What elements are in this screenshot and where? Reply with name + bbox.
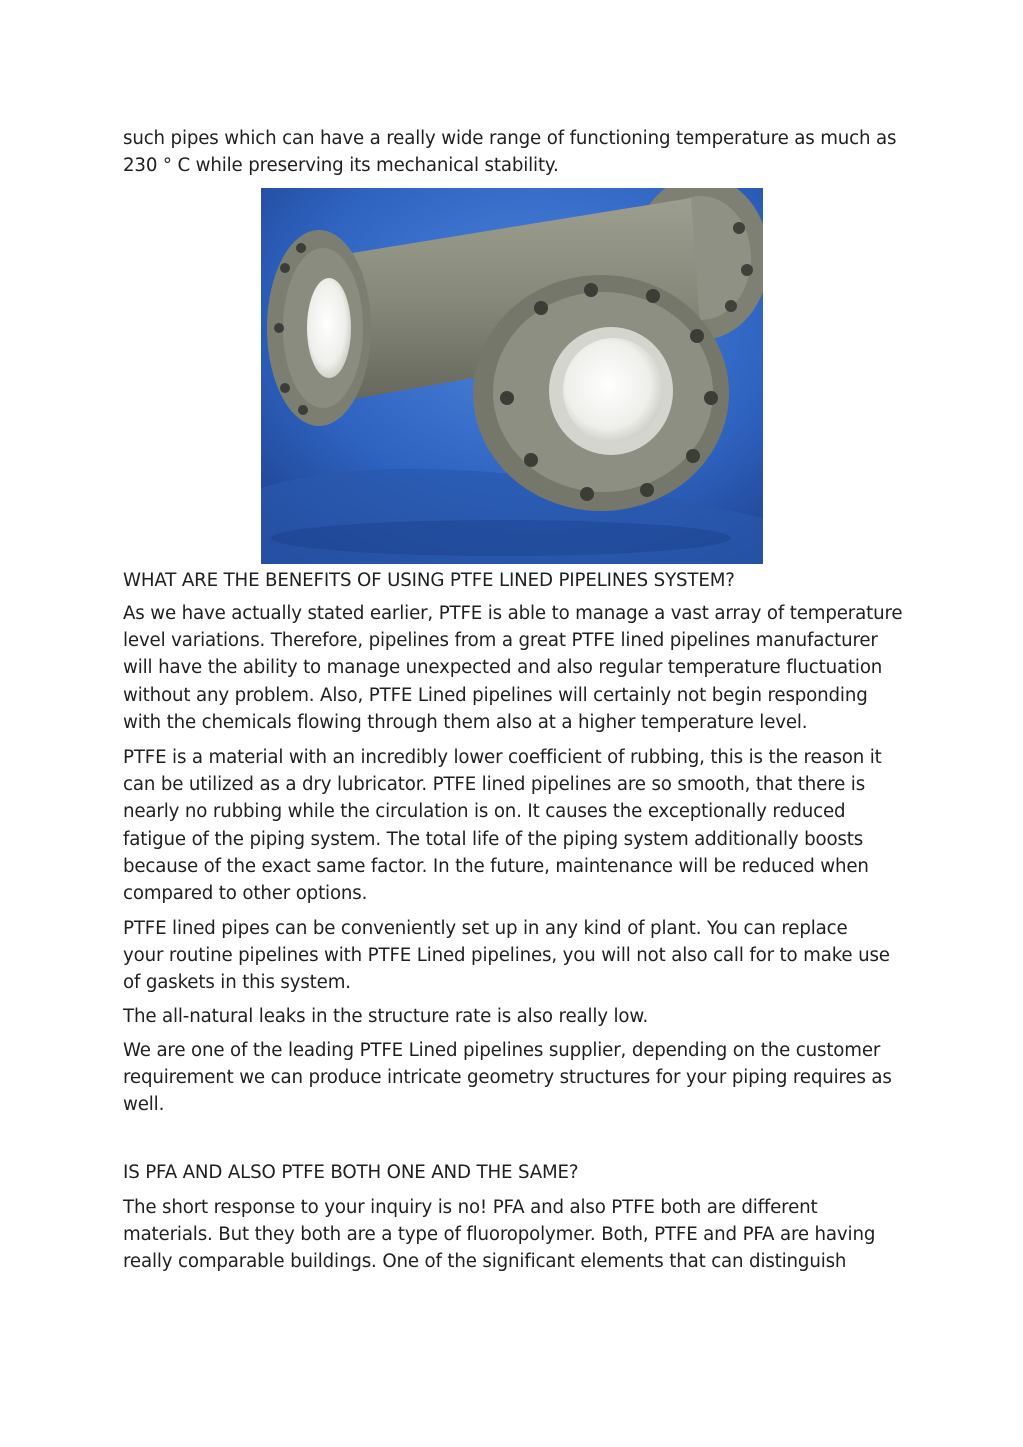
text-line: materials. But they both are a type of fluoropolymer. Both, PTFE and PFA are having (123, 1224, 876, 1246)
section-heading: WHAT ARE THE BENEFITS OF USING PTFE LINED PIPELINES SYSTEM? (123, 570, 735, 591)
text-line: 230 ° C while preserving its mechanical stability. (123, 155, 559, 177)
text-line: will have the ability to manage unexpected and also regular temperature fluctuation (123, 657, 883, 679)
benefits-paragraph-2 (123, 744, 908, 907)
text-line: level variations. Therefore, pipelines from a great PTFE lined pipelines manufacturer (123, 630, 878, 652)
text-line: your routine pipelines with PTFE Lined pipelines, you will not also call for to make use (123, 945, 890, 967)
text-line: PTFE is a material with an incredibly lower coefficient of rubbing, this is the reason it (123, 747, 882, 768)
text-line: because of the exact same factor. In the future, maintenance will be reduced when (123, 855, 869, 877)
section-benefits-heading (123, 567, 908, 594)
benefits-paragraph-4 (123, 1003, 908, 1030)
text-line: We are one of the leading PTFE Lined pipelines supplier, depending on the customer (123, 1040, 881, 1061)
text-line: can be utilized as a dry lubricator. PTFE lined pipelines are so smooth, that there is (123, 774, 866, 796)
text-line: well. (123, 1094, 165, 1116)
text-line: compared to other options. (123, 882, 368, 904)
ptfe-lined-tee-pipe-photo (261, 188, 763, 564)
section-pfa-heading (123, 1159, 908, 1186)
text-line: PTFE lined pipes can be conveniently set up in any kind of plant. You can replace (123, 918, 848, 939)
text-line: without any problem. Also, PTFE Lined pipelines will certainly not begin responding (123, 684, 868, 706)
text-line: fatigue of the piping system. The total life of the piping system additionally boosts (123, 828, 864, 850)
text-line: such pipes which can have a really wide range of functioning temperature as much as (123, 128, 897, 149)
text-line: The short response to your inquiry is no! PFA and also PTFE both are different (123, 1197, 818, 1218)
text-line: As we have actually stated earlier, PTFE is able to manage a vast array of temperature (123, 603, 903, 624)
text-line: really comparable buildings. One of the significant elements that can distinguish (123, 1251, 847, 1273)
text-line: The all-natural leaks in the structure rate is also really low. (123, 1006, 649, 1027)
text-line: of gaskets in this system. (123, 972, 351, 994)
text-line: nearly no rubbing while the circulation is on. It causes the exceptionally reduced (123, 801, 846, 823)
pfa-paragraph-1 (123, 1194, 908, 1276)
text-line: requirement we can produce intricate geometry structures for your piping requires as (123, 1067, 892, 1089)
intro-paragraph (123, 125, 908, 179)
section-heading: IS PFA AND ALSO PTFE BOTH ONE AND THE SAME? (123, 1162, 579, 1183)
benefits-paragraph-1 (123, 600, 908, 736)
text-line: with the chemicals flowing through them also at a higher temperature level. (123, 711, 808, 733)
benefits-paragraph-3 (123, 915, 908, 997)
benefits-paragraph-5 (123, 1037, 908, 1119)
